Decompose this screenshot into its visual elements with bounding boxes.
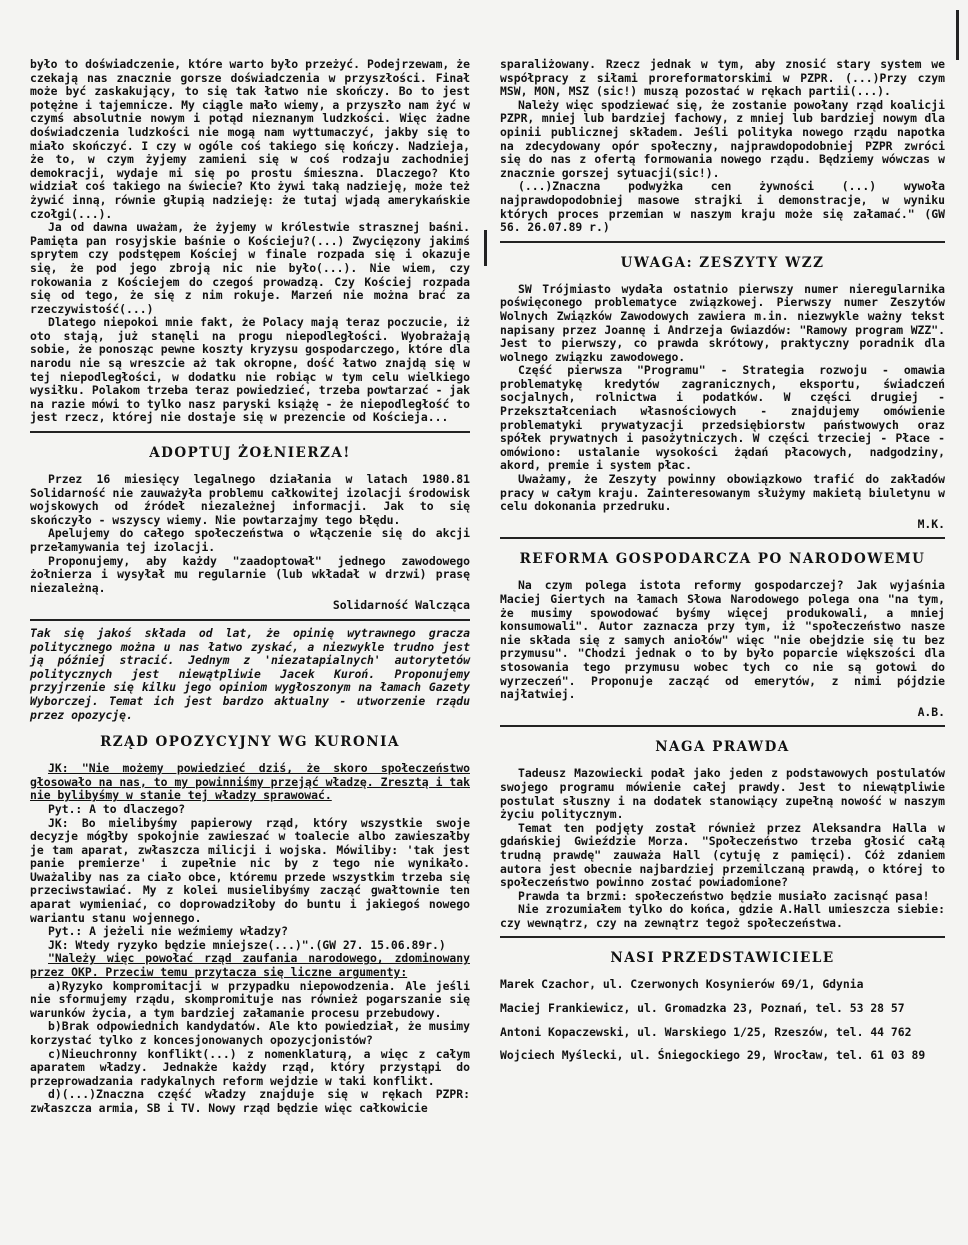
naga-article [500,767,945,930]
paragraph: JK: Wtedy ryzyko będzie mniejsze(...)".(GW 27. 15.06.89r.) [48,937,446,952]
paragraph: Pyt.: A jeżeli nie weźmiemy władzy? [48,924,289,939]
nasi-heading: NASI PRZEDSTAWICIELE [610,950,835,967]
paragraph: Przez 16 miesięcy legalnego działania w latach 1980.81 Solidarność nie zauważyła problemu całkowitej izolacji środowisk wojskowych od źródeł niezależnej informacji. Jak to się skończyło - wszyscy wiemy. Nie powtarzajmy tego błędu. [30,472,470,527]
signature: Solidarność Walcząca [332,598,470,613]
continuation-article [500,58,945,235]
paragraph: JK: Bo mielibyśmy papierowy rząd, który wszystkie swoje decyzje mógłby spokojnie zawieszać w toalecie albo zawieszałby je tam aparat, zwłaszcza milicji i wojska. Mówiliby: 'tak jest panie premierze' i zupełnie nic by z tego nie wynikało. Uważaliby nas za ciało obce, któremu przede wszystkim trzeba się przeciwstawiać. My z kolei musielibyśmy zacząć gwałtownie ten aparat wymieniać, co doprowadziłoby do buntu i jakiegoś nowego wariantu stanu wojennego. [30,815,470,925]
uwaga-heading: UWAGA: ZESZYTY WZZ [620,254,825,271]
section-divider [500,537,945,539]
section-divider [500,936,945,938]
paragraph: Tadeusz Mazowiecki podał jako jeden z podstawowych postulatów swojego programu mówienie całej prawdy. Jest to niewątpliwie postulat słuszny i na dodatek stanowiący zupełną nowość w naszym życiu politycznym. [500,766,945,822]
representative-entry: Marek Czachor, ul. Czerwonych Kosynierów 69/1, Gdynia [500,977,864,992]
signature: M.K. [917,516,945,531]
paragraph: Apelujemy do całego społeczeństwa o włączenie się do akcji przełamywania tej izolacji. [30,526,470,554]
paragraph: (...)Znaczna podwyżka cen żywności (...) wywoła najprawdopodobniej masowe strajki i demonstracje, w wyniku których proces przemian w naszym kraju może się załamać." (GW 56. 26.07.89 r.) [500,179,945,235]
paragraph: sparaliżowany. Rzecz jednak w tym, aby znosić stary system we współpracy z siłami proreformatorskimi w PZPR. (...)Przy czym MSW, MON, MSZ (sic!) muszą pozostać w rękach partii(...). [500,57,945,99]
paragraph: c)Nieuchronny konflikt(...) z nomenklaturą, a więc z całym aparatem władzy. Jednakże każdy rząd, który przystąpi do przeprowadzania radykalnych reform wejdzie w taki konflikt. [30,1046,470,1088]
paragraph: Ja od dawna uważam, że żyjemy w królestwie strasznej baśni. Pamięta pan rosyjskie baśnie o Kościeju?(...) Zwycięzony jakimś sprytem czy podstępem Kościej w finale rozpada się i okazuje się, że pod jego zbroją nic nie było(...). Nie wiem, czy rokowania z Kościejem do czegoś prowadzą. Czy Kościej rozpada się od tego, że się z nim rokuje. Marzeń nie można brać za rzeczywistość(...) [30,220,470,316]
paragraph: "Należy więc powołać rząd zaufania narodowego, zdominowany przez OKP. Przeciw temu przytacza się liczne argumenty: [30,951,470,980]
left-column [30,58,470,1116]
reforma-heading: REFORMA GOSPODARCZA PO NARODOWEMU [519,551,926,568]
naga-heading: NAGA PRAWDA [655,739,790,756]
representative-entry: Wojciech Myślecki, ul. Śniegockiego 29, Wrocław, tel. 61 03 89 [500,1048,926,1063]
section-divider [500,725,945,727]
italic-note [30,627,470,722]
margin-mark [484,230,487,266]
representatives-list [500,978,945,1062]
paragraph: Temat ten podjęty został również przez Aleksandra Halla w gdańskiej Gwieździe Morza. "Społeczeństwo trzeba głosić całą trudną prawdę" zauważa Hall (cytuję z pamięci). Cóż zdaniem autora jest obecnie najbardziej przemilczaną prawdą, o której to społeczeństwo powinno zostać powiadomione? [500,820,945,890]
paragraph: Prawda ta brzmi: społeczeństwo będzie musiało zacisnąć pasa! [518,888,930,903]
rzad-article [30,762,470,1115]
section-divider [30,619,470,621]
adoptuj-heading: ADOPTUJ ŻOŁNIERZA! [149,445,351,462]
paragraph: a)Ryzyko kompromitacji w przypadku niepowodzenia. Ale jeśli nie sformujemy rządu, skompromituje nas również pogarszanie się warunków życia, a tym bardziej załamanie procesu przebudowy. [30,978,470,1020]
paragraph: JK: "Nie możemy powiedzieć dziś, że skoro społeczeństwo głosowało na nas, to my powinniśmy przejąć władzę. Zresztą i tak nie bylibyśmy w stanie tej władzy sprawować. [30,761,470,803]
paragraph: Pyt.: A to dlaczego? [48,801,186,816]
representative-entry: Maciej Frankiewicz, ul. Gromadzka 23, Poznań, tel. 53 28 57 [500,1001,905,1016]
paragraph: Należy więc spodziewać się, że zostanie powołany rząd koalicji PZPR, mniej lub bardziej fachowy, z mniej lub bardziej nowym dla opinii publicznej składem. Jeśli polityka nowego rządu napotka na zdecydowany opór społeczny, najprawdopodobniej PZPR zwróci się do nas z ofertą formowania nowego rządu. Będziemy wówczas w znacznie gorszej sytuacji(sic!). [500,97,945,180]
paragraph: Tak się jakoś składa od lat, że opinię wytrawnego gracza politycznego można u nas łatwo zyskać, a niezwykle trudno jest ją później stracić. Jednym z 'niezatapialnych' autorytetów politycznych jest niewątpliwie Jacek Kuroń. Proponujemy przyjrzenie się kilku jego opiniom wygłoszonym na łamach Gazety Wyborczej. Temat ich jest bardzo aktualny - utworzenie rządu przez opozycję. [30,625,470,722]
representative-entry: Antoni Kopaczewski, ul. Warskiego 1/25, Rzeszów, tel. 44 762 [500,1024,912,1039]
paragraph: SW Trójmiasto wydała ostatnio pierwszy numer nieregularnika poświęconego problematyce związkowej. Pierwszy numer Zeszytów Wolnych Związków Zawodowych zawiera m.in. niezwykle ważny tekst napisany przez Joannę i Andrzeja Gwiazdów: "Ramowy program WZZ". Jest to pierwszy, co prawda skrótowy, praktyczny poradnik dla wolnego związku zawodowego. [500,281,945,364]
intro-article [30,58,470,425]
paragraph: Część pierwsza "Programu" - Strategia rozwoju - omawia problematykę kredytów zagranicznych, eksportu, świadczeń socjalnych, rolnictwa i podatków. W części drugiej - Przekształceniach własnościowych - znajdujemy omówienie problematyki prywatyzacji przedsiębiorstw państwowych oraz spółek prywatnych i pasożytniczych. W części trzeciej - Płace - omówiono: ustalanie wysokości żądań płacowych, nadgodziny, akord, premie i system płac. [500,363,945,473]
paragraph: było to doświadczenie, które warto było przeżyć. Podejrzewam, że czekają nas znacznie gorsze doświadczenia w przyszłości. Finał może być zaskakujący, to się tak łatwo nie skończy. Bo to jest potężne i tajemnicze. My ciągle mało wiemy, a przyszło nam żyć w czymś absolutnie nowym i potąd nieznanym ludzkości. Więc żadne doświadczenia ludzkości nie mogą nam wyttumaczyć, jakby się to miało skończyć. I czy w ogóle coś takiego się kończy. Nadzieja, że to, w czym żyjemy zamieni się w coś rodzaju zachodniej demokracji, wydaje mi się po prostu śmieszna. Dlaczego? Kto widział coś takiego na świecie? Kto żywi taką nadzieję, może też żywić inną, równie głupią nadzieję: że tutaj wjadą amerykańskie czołgi(...). [30,57,470,221]
paragraph: Proponujemy, aby każdy "zaadoptował" jednego zawodowego żołnierza i wysyłał mu regularnie (lub wkładał w drzwi) prasę niezależną. [30,553,470,595]
section-divider [500,241,945,243]
paragraph: Nie zrozumiałem tylko do końca, gdzie A.Hall umieszcza siebie: czy wewnątrz, czy na zewnątrz tegoż społeczeństwa. [500,902,945,930]
uwaga-article [500,283,945,532]
paragraph: b)Brak odpowiednich kandydatów. Ale kto powiedział, że musimy korzystać tylko z koncesjonowanych opozycjonistów? [30,1019,470,1047]
section-divider [30,431,470,433]
reforma-article [500,579,945,719]
paragraph: Na czym polega istota reformy gospodarczej? Jak wyjaśnia Maciej Giertych na łamach Słowa Narodowego polega ona "na tym, że musimy spowodować byśmy więcej produkowali, a mniej konsumowali". Autor zaznacza przy tym, iż "społeczeństwo nasze nie składa się z samych aniołów" więc "nie obejdzie się tu bez przymusu". "Chodzi jednak o to by było poparcie większości dla stosowania tego przymusu wobec tych co nie są gotowi do wyrzeczeń". Proponuje zacząć od emerytów, z nimi pójdzie najłatwiej. [500,578,945,702]
paragraph: d)(...)Znaczna część władzy znajduje się w rękach PZPR: zwłaszcza armia, SB i TV. Nowy rząd będzie więc całkowicie [30,1087,470,1115]
paragraph: Dlatego niepokoi mnie fakt, że Polacy mają teraz poczucie, iż oto stają, już stanęli na progu niepodległości. Wyobrażają sobie, że ponosząc pewne koszty kryzysu gospodarczego, które dla narodu nie są wreszcie aż tak okropne, dość łatwo znajdą się w tej niepodległości, w dodatku nie robiąc w tym celu wielkiego wysiłku. Polakom trzeba teraz powiedzieć, trzeba powtarzać - jak na razie mówi to tylko nasz paryski książę - że niepodległość to jest rzecz, której nie dostaje się w prezencie od Kościeja... [30,315,470,425]
rzad-heading: RZĄD OPOZYCYJNY WG KURONIA [100,734,400,751]
paragraph: Uważamy, że Zeszyty powinny obowiązkowo trafić do zakładów pracy w całym kraju. Zainteresowanym służymy makietą biuletynu w celu dokonania przedruku. [500,472,945,514]
margin-mark [956,10,959,60]
right-column [500,58,945,1073]
adoptuj-article [30,473,470,613]
signature: A.B. [917,704,945,719]
